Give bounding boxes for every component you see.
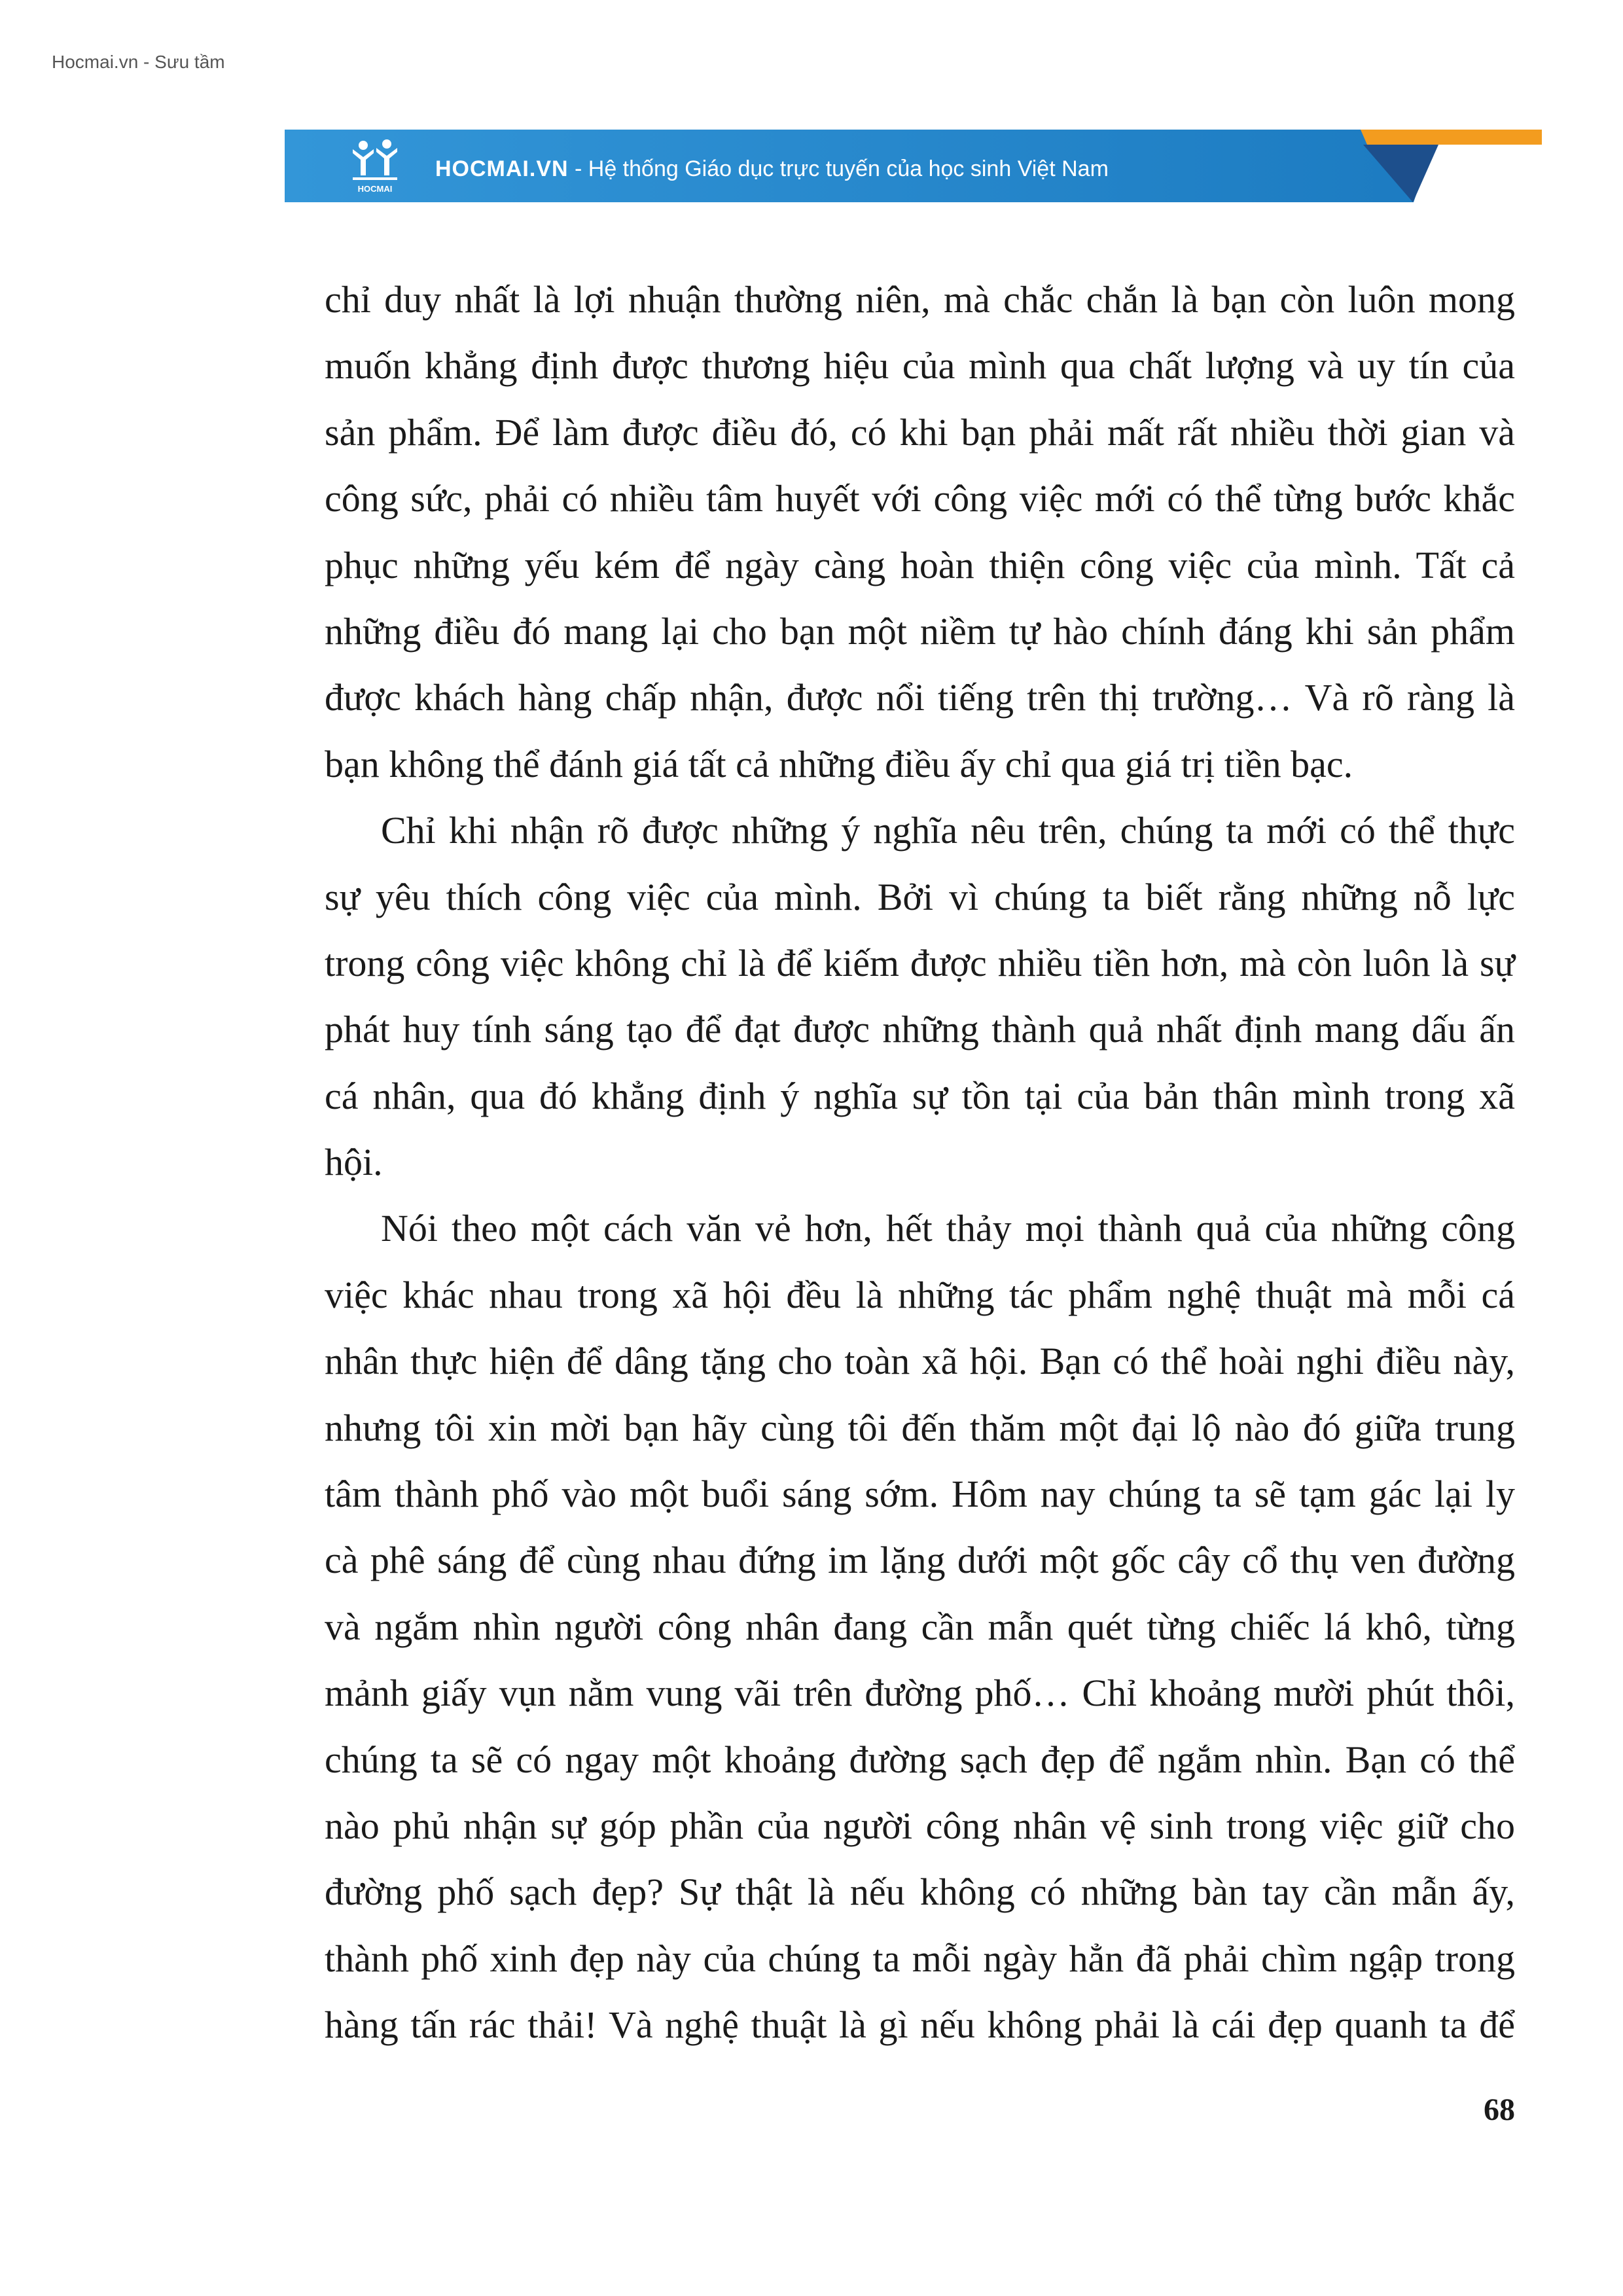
banner-tagline: - Hệ thống Giáo dục trực tuyến của học sinh Việt Nam	[568, 156, 1109, 181]
text-line: chỉ duy nhất là lợi nhuận thường niên, mà chắc chắn là bạn còn luôn mong	[325, 278, 1515, 321]
text-line: phục những yếu kém để ngày càng hoàn thiện công việc của mình. Tất cả	[325, 543, 1515, 586]
paragraph	[325, 797, 1515, 1195]
text-line: tâm thành phố vào một buổi sáng sớm. Hôm nay chúng ta sẽ tạm gác lại ly	[325, 1473, 1515, 1516]
text-line: việc khác nhau trong xã hội đều là những tác phẩm nghệ thuật mà mỗi cá	[325, 1273, 1515, 1316]
text-line: nhân thực hiện để dâng tặng cho toàn xã hội. Bạn có thể hoài nghi điều này,	[325, 1340, 1515, 1383]
text-line: chúng ta sẽ có ngay một khoảng đường sạch đẹp để ngắm nhìn. Bạn có thể	[325, 1738, 1515, 1781]
text-line: nhưng tôi xin mời bạn hãy cùng tôi đến thăm một đại lộ nào đó giữa trung	[325, 1406, 1515, 1449]
text-line: công sức, phải có nhiều tâm huyết với công việc mới có thể từng bước khắc	[325, 477, 1515, 520]
text-line: muốn khẳng định được thương hiệu của mình qua chất lượng và uy tín của	[325, 344, 1515, 387]
text-line: cá nhân, qua đó khẳng định ý nghĩa sự tồn tại của bản thân mình trong xã	[325, 1074, 1515, 1117]
page-number: 68	[1484, 2092, 1515, 2127]
banner-title	[435, 154, 1109, 183]
text-line: mảnh giấy vụn nằm vung vãi trên đường phố… Chỉ khoảng mười phút thôi,	[325, 1672, 1515, 1715]
text-line: những điều đó mang lại cho bạn một niềm tự hào chính đáng khi sản phẩm	[325, 609, 1515, 653]
text-line: nào phủ nhận sự góp phần của người công nhân vệ sinh trong việc giữ cho	[325, 1804, 1515, 1847]
logo-text: HOCMAI	[357, 184, 393, 194]
paragraph	[325, 266, 1515, 797]
text-line: bạn không thể đánh giá tất cả những điều ấy chỉ qua giá trị tiền bạc.	[325, 742, 1353, 785]
text-line: sự yêu thích công việc của mình. Bởi vì chúng ta biết rằng những nỗ lực	[325, 875, 1515, 918]
text-line: hàng tấn rác thải! Và nghệ thuật là gì nếu không phải là cái đẹp quanh ta để	[325, 2003, 1515, 2047]
text-line: được khách hàng chấp nhận, được nổi tiếng trên thị trường… Và rõ ràng là	[325, 676, 1515, 719]
body-text	[325, 266, 1515, 2058]
text-line: thành phố xinh đẹp này của chúng ta mỗi ngày hẳn đã phải chìm ngập trong	[325, 1937, 1515, 1980]
text-line: phát huy tính sáng tạo để đạt được những thành quả nhất định mang dấu ấn	[325, 1008, 1515, 1051]
text-line: hội.	[325, 1141, 383, 1184]
source-note: Hocmai.vn - Sưu tầm	[52, 52, 225, 72]
text-line: Chỉ khi nhận rõ được những ý nghĩa nêu trên, chúng ta mới có thể thực	[381, 809, 1515, 852]
text-line: đường phố sạch đẹp? Sự thật là nếu không có những bàn tay cần mẫn ấy,	[325, 1871, 1515, 1914]
text-line: Nói theo một cách văn vẻ hơn, hết thảy mọi thành quả của những công	[381, 1207, 1515, 1250]
text-line: trong công việc không chỉ là để kiếm được nhiều tiền hơn, mà còn luôn là sự	[325, 941, 1515, 984]
paragraph	[325, 1195, 1515, 2058]
text-line: và ngắm nhìn người công nhân đang cần mẫn quét từng chiếc lá khô, từng	[325, 1605, 1515, 1648]
banner-brand[interactable]: HOCMAI.VN	[435, 156, 569, 181]
text-line: sản phẩm. Để làm được điều đó, có khi bạn phải mất rất nhiều thời gian và	[325, 410, 1515, 454]
text-line: cà phê sáng để cùng nhau đứng im lặng dưới một gốc cây cổ thụ ven đường	[325, 1539, 1515, 1582]
banner-orange-stripe	[1361, 130, 1542, 145]
